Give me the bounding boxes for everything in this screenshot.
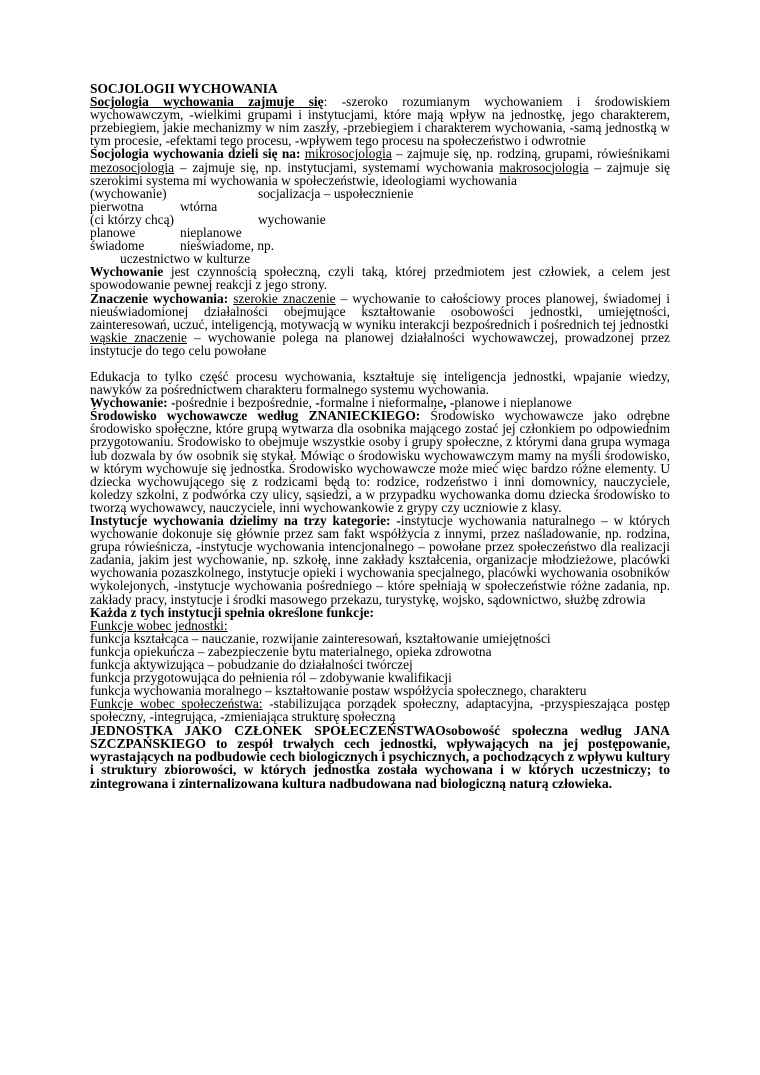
- upbringing-type: formalne i nieformalne: [319, 395, 444, 411]
- document-page: [90, 82, 670, 790]
- mikrosocjologia-term: mikrosocjologia: [304, 146, 392, 162]
- makrosocjologia-term: makrosocjologia: [499, 159, 589, 175]
- functions-heading: Każda z tych instytucji spełnia określone funkcje:: [90, 604, 374, 620]
- narrow-meaning-term: wąskie znaczenie: [90, 329, 187, 345]
- scheme-cell: (wychowanie): [90, 185, 167, 201]
- definition-text: jest czynnością społeczną, czyli taką, której przedmiotem jest człowiek, a celem jest spowodowanie pewnej reakcji z jego strony.: [90, 264, 670, 293]
- upbringing-type: planowe i nieplanowe: [454, 395, 572, 411]
- scheme-cell: nieświadome, np.: [180, 238, 275, 254]
- function-item: funkcja przygotowująca do pełnienia ról – zdobywanie kwalifikacji: [90, 670, 452, 686]
- scheme-cell: wychowanie: [258, 211, 326, 227]
- scheme-cell: nieplanowe: [180, 225, 242, 241]
- broad-meaning-text: – wychowanie to całościowy proces planowej, świadomej i nieuświadomionej działalności obejmujące kształtowanie osobowości jednostki, umiejętności, zainteresowań, uczuć, inteligencją, motywacją w wyniku interakcji bezpośrednich i pośrednich tej jednostki: [90, 290, 670, 332]
- social-functions-subheading: Funkcje wobec społeczeństwa:: [90, 696, 263, 712]
- paragraph-narrow-meaning: [90, 331, 670, 357]
- scheme-cell: pierwotna: [90, 198, 144, 214]
- scheme-cell: (ci którzy chcą): [90, 211, 175, 227]
- paragraph-institutions: [90, 514, 670, 606]
- paragraph-education: Edukacja to tylko część procesu wychowania, kształtuje się inteligencja jednostki, wpajanie wiedzy, nawyków za pośrednictwem charakteru formalnego systemu wychowania.: [90, 368, 670, 398]
- paragraph-scope: [90, 95, 670, 147]
- paragraph-upbringing-types: Wychowanie: -pośrednie i bezpośrednie, -formalne i nieformalne, -planowe i nieplanowe: [90, 395, 572, 411]
- institutions-lead: Instytucje wychowania dzielimy na trzy kategorie: -: [90, 513, 401, 528]
- scope-lead: Socjologia wychowania zajmuje się: [90, 94, 324, 110]
- scheme-cell: planowe: [90, 225, 136, 241]
- znaniecki-text: Środowisko wychowawcze jako odrębne środowisko społeczne, które grupą wytwarza dla osobnika mającego zostać jej członkiem po odpowiednim przygotowaniu. Środowisko to obejmuje wszystkie osoby i grupy społeczne, z którymi dana grupa wymaga lub dozwala by ów osobnik się stykał. Mówiąc o środowisku wychowawczym mamy na myśli środowisko, w którym wychowuje się jednostka. Środowisko wychowawcze może mieć więc bardzo różne elementy. U dziecka wychowującego się z rodzicami będą to: rodzice, rodzeństwo i inni domownicy, nauczyciele, koledzy szkolni, z podwórka czy ulicy, sąsiedzi, a w przypadku wychowanka domu dziecka środowisko to tworzą wychowawcy, nauczyciele, inni wychowankowie z grypy czy uczniowie z klasy.: [90, 408, 671, 515]
- function-item: funkcja kształcąca – nauczanie, rozwijanie zainteresowań, kształtowanie umiejętności: [90, 630, 551, 646]
- education-scheme: [90, 187, 670, 266]
- function-item: funkcja opiekuńcza – zabezpieczenie bytu materialnego, opieka zdrowotna: [90, 643, 492, 659]
- institutions-text: instytucje wychowania naturalnego – w których wychowanie dokonuje się głównie przez sam fakt współżycia z innymi, przez naśladowanie, np. rodzina, grupa rówieśnicza, -instytucje wychowania intencjonalnego – powołane przez społeczeństwo dla realizacji zadania, jakim jest wychowanie, np. szkołę, inne zakłady kształcenia, organizacje młodzieżowe, placówki wychowania pozaszkolnego, instytucje opieki i wychowania specjalnego, placówki wychowania osobników wykolejonych, -instytucje wychowania pośredniego – które spełniają w społeczeństwie różne zadania, np. zakłady pracy, instytucje i środki masowego przekazu, turystykę, wojsko, sądownictwo, służbę zdrowia: [90, 513, 670, 607]
- upbringing-types-lead: Wychowanie: -: [90, 395, 176, 411]
- paragraph-definition: [90, 265, 670, 291]
- paragraph-social-functions: [90, 697, 670, 723]
- paragraph-social-personality: JEDNOSTKA JAKO CZŁONEK SPOŁECZEŃSTWAOsobowość społeczna według JANA SZCZPAŃSKIEGO to zespół trwałych cech jednostki, wpływających na jej postępowanie, wyrastających na podbudowie cech biologicznych i psychicznych, a pochodzących z wpływu kultury i struktury zbiorowości, w których jednostka została wychowana i w których uczestniczy; to zintegrowana i zinternalizowana kultura nadbudowana nad biologiczną naturą człowieka.: [90, 722, 670, 791]
- mezosocjologia-term: mezosocjologia: [90, 159, 175, 175]
- makrosocjologia-text: – zajmuje się szerokimi systema mi wychowania w społeczeństwie, ideologiami wychowania: [90, 159, 670, 188]
- narrow-meaning-text: – wychowanie polega na planowej działalności wychowawczej, prowadzonej przez instytucje do tego celu powołane: [90, 329, 670, 358]
- function-item: funkcja wychowania moralnego – kształtowanie postaw współżycia społecznego, charakteru: [90, 683, 587, 699]
- scheme-cell: wtórna: [180, 198, 218, 214]
- division-lead: Socjologia wychowania dzieli się na:: [90, 146, 301, 162]
- mezosocjologia-text: – zajmuje się, np. instytucjami, systemami wychowania: [174, 159, 500, 175]
- mikrosocjologia-text: – zajmuje się, np. rodziną, grupami, rówieśnikami: [391, 146, 670, 162]
- social-functions-text: -stabilizująca porządek społeczny, adaptacyjna, -przyspieszająca postęp społeczny, -integrująca, -zmieniająca strukturę społeczną: [90, 696, 670, 725]
- document-title: SOCJOLOGII WYCHOWANIA: [90, 81, 278, 96]
- paragraph-meaning: [90, 292, 670, 331]
- function-item: funkcja aktywizująca – pobudzanie do działalności twórczej: [90, 657, 413, 673]
- paragraph-division: [90, 147, 670, 186]
- paragraph-znaniecki: [90, 409, 670, 514]
- broad-meaning-term: szerokie znaczenie: [233, 290, 336, 306]
- definition-lead: Wychowanie: [90, 264, 164, 280]
- scheme-cell: socjalizacja – uspołecznienie: [258, 185, 414, 201]
- individual-functions-subheading: Funkcje wobec jednostki:: [90, 617, 228, 633]
- scheme-cell: uczestnictwo w kulturze: [120, 251, 251, 267]
- upbringing-type: pośrednie i bezpośrednie: [175, 395, 309, 411]
- meaning-lead: Znaczenie wychowania:: [90, 290, 229, 306]
- scope-text: : -szeroko rozumianym wychowaniem i środowiskiem wychowawczym, -wielkimi grupami i instytucjami, które mają wpływ na jednostkę, jego charakterem, przebiegiem, jakie mechanizmy w nim zaszły, -przebiegiem i charakterem wychowania, -samą jednostką w tym procesie, -efektami tego procesu, -wpływem tego procesu na społeczeństwo i odwrotnie: [90, 94, 671, 149]
- scheme-cell: świadome: [90, 238, 145, 254]
- znaniecki-lead: Środowisko wychowawcze według ZNANIECKIEGO:: [90, 408, 421, 424]
